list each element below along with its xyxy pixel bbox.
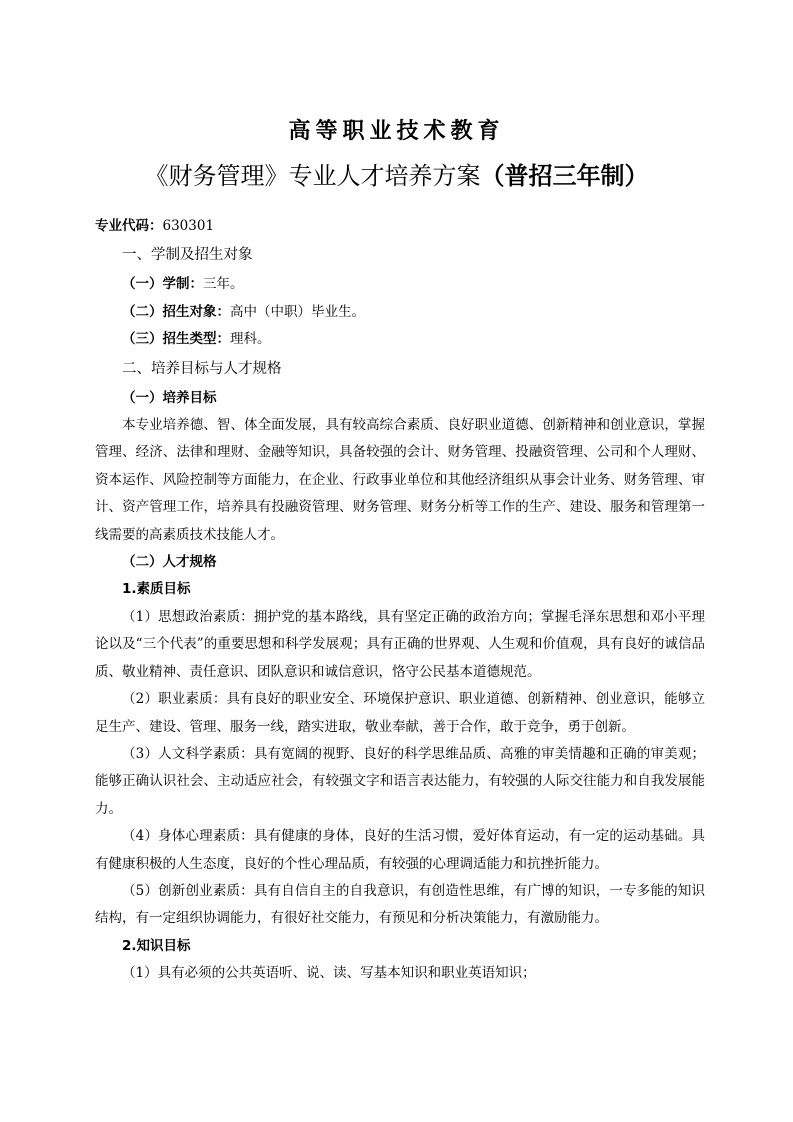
item-value: 高中（中职）毕业生。 [230,303,365,320]
training-goal-paragraph: 本专业培养德、智、体全面发展，具有较高综合素质、良好职业道德、创新精神和创业意识，掌握管理、经济、法律和理财、金融等知识，具备较强的会计、财务管理、投融资管理、公司和个人理财、资本运作、风险控制等方面能力，在企业、行政事业单位和其他经济组织从事会计业务、财务管理、审计、资产管理工作，培养具有投融资管理、财务管理、财务分析等工作的生产、建设、服务和管理第一线需要的高素质技术技能人才。 [95,417,705,543]
section-1-item [95,299,705,326]
quality-item: （2）职业素质：具有良好的职业安全、环境保护意识、职业道德、创新精神、创业意识，能够立足生产、建设、管理、服务一线，踏实进取，敬业奉献，善于合作，敢于竞争，勇于创新。 [95,691,705,735]
major-code-line [95,213,705,240]
quality-goals-heading: 1.素质目标 [122,581,191,598]
section-1-item [95,326,705,353]
section-1-heading: 一、学制及招生对象 [122,247,253,264]
item-label: （三）招生类型： [122,331,230,348]
subtitle-suffix: （普招三年制） [480,162,649,190]
item-value: 三年。 [203,276,244,293]
document-body [95,213,705,988]
subsection-heading: （二）人才规格 [122,554,217,571]
subtitle-main: 《财务管理》专业人才培养方案 [144,162,481,190]
quality-item: （1）思想政治素质：拥护党的基本路线，具有坚定正确的政治方向；掌握毛泽东思想和邓小平理论以及“三个代表”的重要思想和科学发展观；具有正确的世界观、人生观和价值观，具有良好的诚信品质、敬业精神、责任意识、团队意识和诚信意识，恪守公民基本道德规范。 [95,608,705,680]
knowledge-item: （1）具有必须的公共英语听、说、读、写基本知识和职业英语知识； [122,965,536,982]
major-code-value: 630301 [162,218,215,234]
document-subtitle [0,156,793,191]
section-1-item [95,271,705,298]
subsection-heading: （一）培养目标 [122,389,217,406]
section-2-heading: 二、培养目标与人才规格 [122,360,282,377]
item-label: （一）学制： [122,276,203,293]
item-value: 理科。 [230,331,271,348]
item-label: （二）招生对象： [122,303,230,320]
quality-item: （5）创新创业素质：具有自信自主的自我意识，有创造性思维，有广博的知识，一专多能的知识结构，有一定组织协调能力，有很好社交能力，有预见和分析决策能力，有激励能力。 [95,882,705,927]
knowledge-goals-heading: 2.知识目标 [122,937,191,954]
document-title: 高等职业技术教育 [288,119,505,144]
quality-item: （4）身体心理素质：具有健康的身体，良好的生活习惯，爱好体育运动，有一定的运动基础。具有健康积极的人生态度，良好的个性心理品质，有较强的心理调适能力和抗挫折能力。 [95,828,705,872]
quality-item: （3）人文科学素质：具有宽阔的视野、良好的科学思维品质、高雅的审美情趣和正确的审美观；能够正确认识社会、主动适应社会，有较强文字和语言表达能力，有较强的人际交往能力和自我发展能力。 [95,745,705,817]
major-code-label: 专业代码： [95,218,163,234]
